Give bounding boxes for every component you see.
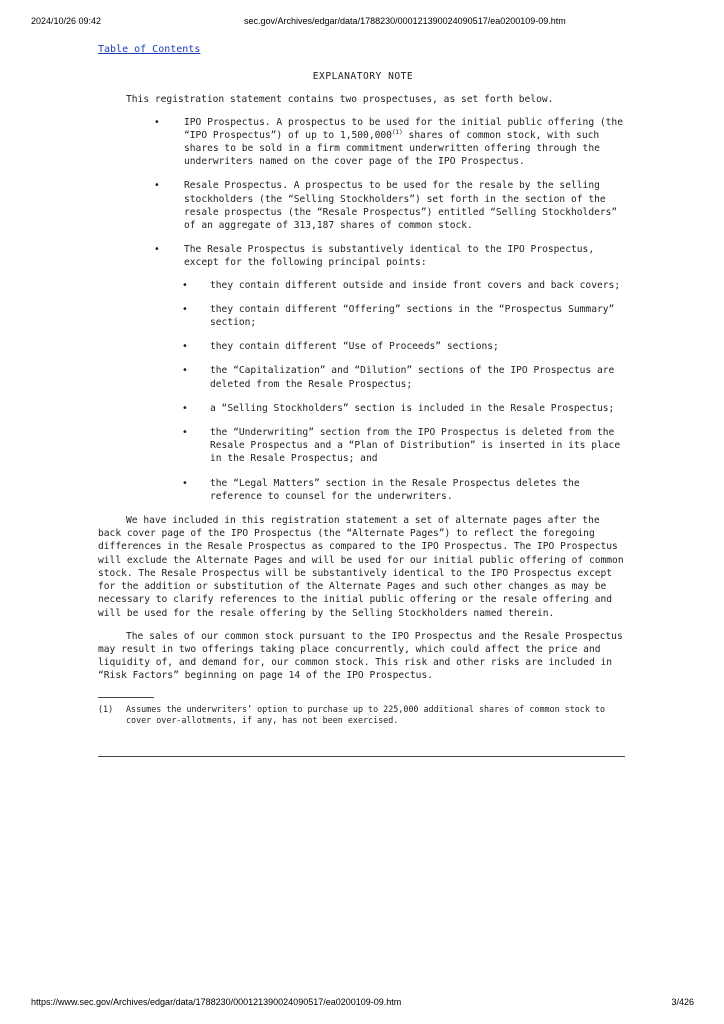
list-item-differences	[98, 243, 628, 503]
footnote	[98, 704, 628, 726]
print-header-url: sec.gov/Archives/edgar/data/1788230/000121390024090517/ea0200109-09.htm	[244, 16, 566, 26]
concurrent-offerings-paragraph: The sales of our common stock pursuant to the IPO Prospectus and the Resale Prospectus may result in two offerings taking place concurrently, which could affect the price and liquidity of, and demand for, our common stock. This risk and other risks are included in “Risk Factors” beginning on page 14 of the IPO Prospectus.	[98, 630, 623, 682]
point-text: they contain different “Use of Proceeds” sections;	[210, 341, 499, 353]
bullet-icon: •	[182, 427, 188, 439]
identical-text: The Resale Prospectus is substantively identical to the IPO Prospectus, except for the following principal points:	[184, 244, 595, 269]
footnote-ref-1: (1)	[391, 128, 403, 136]
list-item	[182, 303, 628, 329]
prospectus-list	[98, 116, 628, 503]
page-end-divider	[98, 756, 625, 757]
point-text: the “Legal Matters” section in the Resale Prospectus deletes the reference to counsel for the underwriters.	[210, 477, 580, 502]
bullet-icon: •	[182, 402, 188, 414]
footnote-divider	[98, 697, 154, 698]
bullet-icon: •	[182, 477, 188, 489]
bullet-icon: •	[154, 116, 160, 128]
footnote-number: (1)	[98, 703, 114, 714]
point-text: they contain different “Offering” sections in the “Prospectus Summary” section;	[210, 303, 615, 329]
print-datetime: 2024/10/26 09:42	[31, 16, 102, 26]
bullet-icon: •	[154, 244, 160, 256]
print-page-number: 3/426	[671, 997, 694, 1007]
list-item	[182, 279, 628, 292]
point-text: a “Selling Stockholders” section is included in the Resale Prospectus;	[210, 402, 615, 414]
table-of-contents-link[interactable]: Table of Contents	[98, 44, 201, 55]
intro-text: This registration statement contains two prospectuses, as set forth below.	[126, 94, 554, 106]
list-item	[182, 340, 628, 353]
list-item	[182, 426, 628, 466]
page-title: EXPLANATORY NOTE	[312, 71, 414, 83]
differences-list	[184, 279, 628, 503]
document-body	[98, 43, 628, 757]
point-text: the “Underwriting” section from the IPO Prospectus is deleted from the Resale Prospectus and a “Plan of Distribution” is inserted in its place in the Resale Prospectus; and	[210, 427, 621, 465]
ipo-text-before: IPO Prospectus. A prospectus to be used for the initial public offering (the “IPO Prospectus”) of up to 1,500,000	[184, 116, 623, 141]
alternate-pages-paragraph: We have included in this registration statement a set of alternate pages after the back cover page of the IPO Prospectus (the “Alternate Pages”) to reflect the foregoing differences in the Resale Prospectus as compared to the IPO Prospectus. The IPO Prospectus will exclude the Alternate Pages and will be used for our initial public offering of common stock. The Resale Prospectus will be substantively identical to the IPO Prospectus except for the addition or substitution of the Alternate Pages and such other changes as may be necessary to clarify references to the initial public offering or the resale offering and will be used for the resale offering by the Selling Stockholders named therein.	[98, 515, 624, 619]
list-item-resale-prospectus	[98, 179, 628, 232]
point-text: they contain different outside and inside front covers and back covers;	[210, 279, 621, 291]
print-footer-url: https://www.sec.gov/Archives/edgar/data/1788230/000121390024090517/ea0200109-09.htm	[31, 997, 402, 1007]
bullet-icon: •	[182, 341, 188, 353]
list-item	[182, 477, 628, 503]
list-item	[182, 402, 628, 415]
footnote-text: Assumes the underwriters’ option to purchase up to 225,000 additional shares of common stock to cover over-allotments, if any, has not been exercised.	[126, 703, 606, 725]
resale-text: Resale Prospectus. A prospectus to be used for the resale by the selling stockholders (the “Selling Stockholders”) set forth in the section of the resale prospectus (the “Resale Prospectus”) entitled “Selling Stockholders” of an aggregate of 313,187 shares of common stock.	[184, 180, 618, 232]
bullet-icon: •	[154, 180, 160, 192]
list-item	[182, 364, 628, 390]
bullet-icon: •	[182, 365, 188, 377]
list-item-ipo-prospectus	[98, 116, 628, 169]
bullet-icon: •	[182, 279, 188, 291]
point-text: the “Capitalization” and “Dilution” sections of the IPO Prospectus are deleted from the Resale Prospectus;	[210, 365, 615, 390]
ipo-text-after: shares of common stock, with such shares to be sold in a firm commitment underwritten offering through the underwriters named on the cover page of the IPO Prospectus.	[184, 129, 600, 168]
bullet-icon: •	[182, 303, 188, 315]
